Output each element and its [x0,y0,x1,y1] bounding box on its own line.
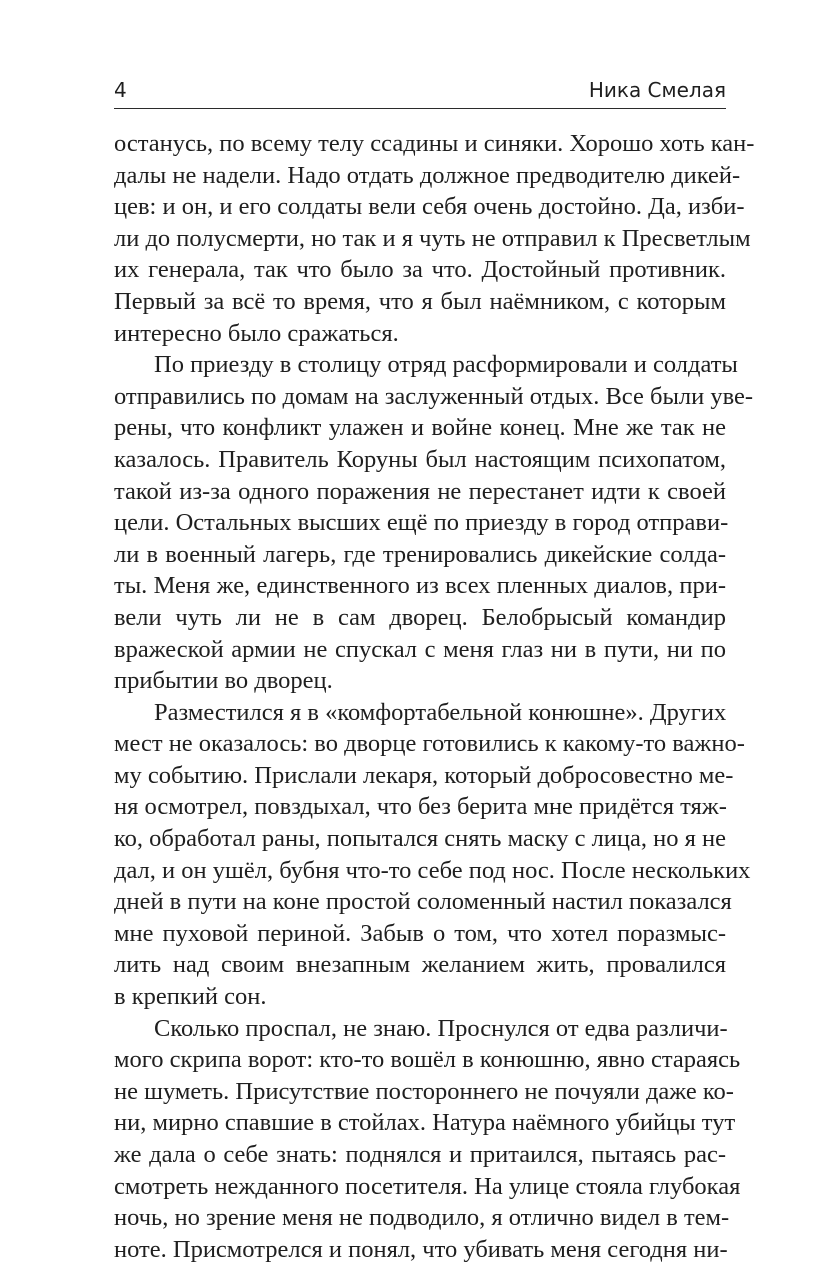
paragraph [114,128,755,349]
text-line: ты. Меня же, единственного из всех пленных диалов, при- [114,572,726,600]
text-line: мест не оказалось: во дворце готовились к какому-то важно- [114,730,745,758]
paragraph [114,349,754,697]
text-line: Первый за всё то время, что я был наёмником, с которым [114,287,726,315]
text-line: лить над своим внезапным желанием жить, провалился [114,951,726,979]
text-line: в крепкий сон. [114,983,267,1011]
paragraph [114,1013,741,1265]
text-line: Сколько проспал, не знаю. Проснулся от едва различи- [154,1014,728,1042]
text-line: ни, мирно спавшие в стойлах. Натура наёмного убийцы тут [114,1109,736,1137]
text-line: не шуметь. Присутствие постороннего не почуяли даже ко- [114,1077,734,1105]
text-line: цев: и он, и его солдаты вели себя очень достойно. Да, изби- [114,193,745,221]
page-number: 4 [114,78,127,102]
text-line: далы не надели. Надо отдать должное предводителю дикей- [114,161,741,189]
text-line: казалось. Правитель Коруны был настоящим психопатом, [114,445,726,473]
text-line: вели чуть ли не в сам дворец. Белобрысый командир [114,603,726,631]
paragraph [114,697,751,1013]
text-line: же дала о себе знать: поднялся и притаился, пытаясь рас- [114,1141,726,1168]
text-line: му событию. Прислали лекаря, который добросовестно ме- [114,761,734,789]
running-title: Ника Смелая [588,78,726,102]
text-line: отправились по домам на заслуженный отдых. Все были уве- [114,382,754,410]
text-line: мне пуховой периной. Забыв о том, что хотел поразмыс- [114,919,726,947]
text-line: дней в пути на коне простой соломенный настил показался [114,888,732,916]
text-line: прибытии во дворец. [114,667,333,695]
text-line: ночь, но зрение меня не подводило, я отлично видел в тем- [114,1204,730,1232]
text-line: вражеской армии не спускал с меня глаз ни в пути, ни по [114,635,726,663]
text-line: интересно было сражаться. [114,319,399,347]
text-line: ли до полусмерти, но так и я чуть не отправил к Пресветлым [114,224,751,252]
text-line: такой из-за одного поражения не перестанет идти к своей [114,477,726,505]
text-line: рены, что конфликт улажен и войне конец. Мне же так не [114,414,726,442]
text-line: ня осмотрел, повздыхал, что без берита мне придётся тяж- [114,793,727,821]
page-header [114,76,726,104]
text-line: цели. Остальных высших ещё по приезду в город отправи- [114,509,729,537]
text-line: мого скрипа ворот: кто-то вошёл в конюшню, явно стараясь [114,1046,741,1074]
text-line: По приезду в столицу отряд расформировали и солдаты [154,351,738,379]
text-body [114,128,755,1265]
text-line: Разместился я в «комфортабельной конюшне». Других [154,698,727,726]
text-line: ноте. Присмотрелся и понял, что убивать меня сегодня ни- [114,1235,728,1263]
text-line: ко, обработал раны, попытался снять маску с лица, но я не [114,825,727,853]
text-line: ли в военный лагерь, где тренировались дикейские солда- [114,540,726,568]
header-rule [114,108,726,109]
text-line: дал, и он ушёл, бубня что-то себе под нос. После нескольких [114,856,751,884]
text-line: останусь, по всему телу ссадины и синяки. Хорошо хоть кан- [114,130,755,157]
text-line: их генерала, так что было за что. Достойный противник. [114,256,726,284]
text-line: смотреть нежданного посетителя. На улице стояла глубокая [114,1172,741,1200]
